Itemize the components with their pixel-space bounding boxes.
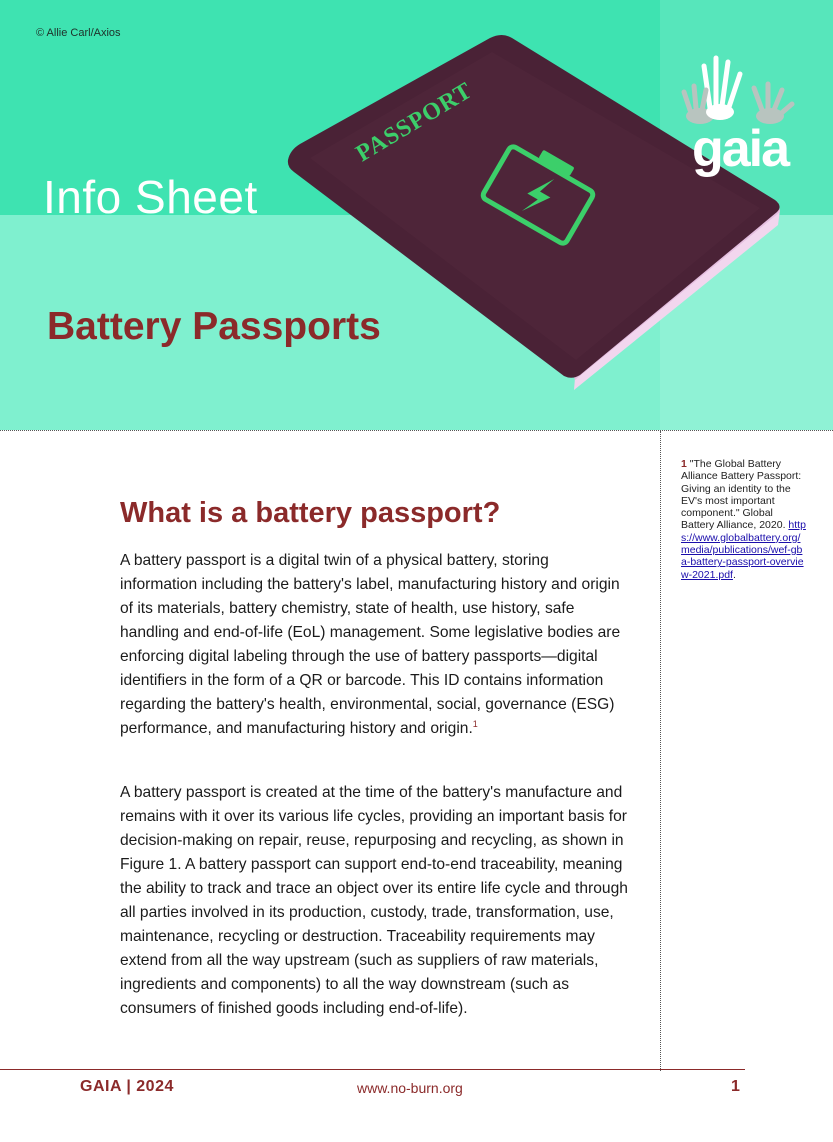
paragraph-1-text: A battery passport is a digital twin of a physical battery, storing information including the battery's label, manufacturing history and origin of its materials, battery chemistry, state of health, use history, safe handling and end-of-life (EoL) management. Some legislative bodies are enforcing digital labeling through the use of battery passports—digital identifiers in the form of a QR or barcode. This ID contains information regarding the battery's health, environmental, social, governance (ESG) performance, and manufacturing history and origin. <box>120 552 621 737</box>
footnote-text: "The Global Battery Alliance Battery Passport: Giving an identity to the EV's most important component." Global Battery Alliance, 2020. <box>681 458 802 532</box>
footer-org-year: GAIA | 2024 <box>80 1078 174 1095</box>
footnote <box>681 458 806 581</box>
footnote-number: 1 <box>681 458 687 470</box>
body-paragraph-1 <box>120 549 630 741</box>
info-sheet-label: Info Sheet <box>43 171 258 223</box>
gaia-logo-text: gaia <box>692 120 789 178</box>
passport-cover-text: PASSPORT <box>351 77 478 168</box>
page-number: 1 <box>731 1078 740 1095</box>
sidebar-divider <box>660 431 661 1071</box>
body-paragraph-2: A battery passport is created at the time of the battery's manufacture and remains with it over its various life cycles, providing an important basis for decision-making on repair, reuse, repurposing and recycling, as shown in Figure 1. A battery passport can support end-to-end traceability, meaning the ability to track and trace an object over its entire life cycle and through all parties involved in its production, custody, trade, transformation, use, maintenance, recycling or destruction. Traceability requirements may extend from all the way upstream (such as suppliers of raw materials, ingredients and components) to all the way downstream (such as consumers of finished goods including end-of-life). <box>120 784 628 1017</box>
footnote-ref[interactable]: 1 <box>472 718 478 729</box>
page-title: Battery Passports <box>47 305 381 348</box>
photo-credit: © Allie Carl/Axios <box>36 27 121 39</box>
gaia-hands-logo <box>680 48 800 178</box>
hero-divider <box>0 430 833 431</box>
footnote-link[interactable]: https://www.globalbattery.org/media/publications/wef-gba-battery-passport-overview-2021.pdf <box>681 519 806 581</box>
footer-website: www.no-burn.org <box>357 1080 463 1096</box>
footnote-end: . <box>732 568 736 581</box>
section-heading: What is a battery passport? <box>120 497 501 529</box>
hero-banner <box>0 0 833 430</box>
footer-rule <box>0 1069 745 1070</box>
